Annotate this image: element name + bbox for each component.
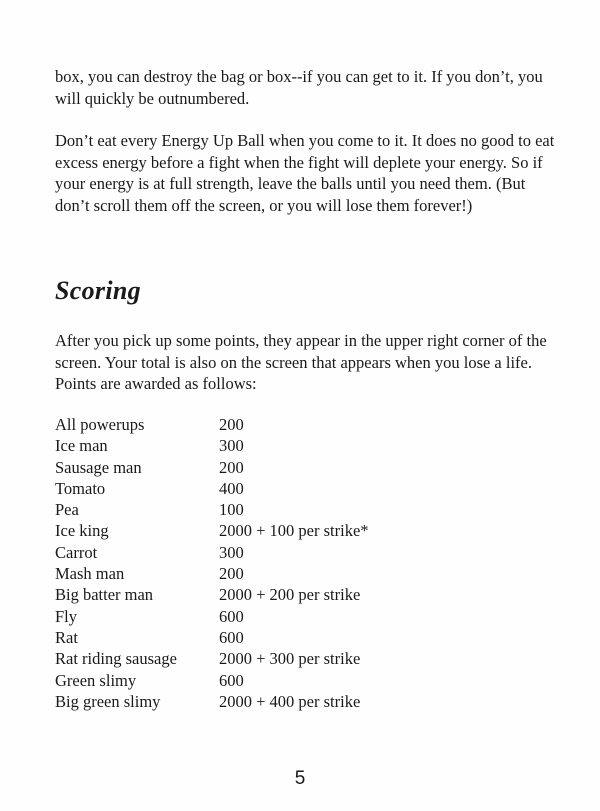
score-row: [55, 499, 369, 520]
score-item: Sausage man: [55, 457, 142, 477]
score-item: Mash man: [55, 564, 125, 584]
score-points: 2000 + 200 per strike: [219, 585, 361, 605]
score-row: [55, 584, 369, 605]
score-points: 300: [219, 436, 244, 456]
score-row: [55, 478, 369, 499]
score-item: Rat riding sausage: [55, 649, 177, 669]
score-row: [55, 520, 369, 541]
score-points: 2000 + 100 per strike*: [219, 521, 369, 541]
score-points: 200: [219, 415, 244, 434]
score-item: Big green slimy: [55, 691, 161, 711]
score-item: All powerups: [55, 415, 145, 434]
score-row: [55, 627, 369, 648]
score-points: 400: [219, 478, 244, 498]
page-number: 5: [294, 768, 306, 789]
score-points: 300: [219, 542, 244, 562]
score-row: [55, 542, 369, 563]
continuation-paragraph: box, you can destroy the bag or box--if you can get to it. If you don’t, you will quickly be outnumbered.: [55, 67, 543, 108]
score-item: Rat: [55, 627, 78, 647]
score-row: [55, 435, 369, 456]
score-points: 2000 + 300 per strike: [219, 649, 361, 669]
score-row: [55, 648, 369, 669]
section-heading: Scoring: [55, 276, 141, 305]
scoring-intro-paragraph: After you pick up some points, they appear in the upper right corner of the screen. Your total is also on the screen that appears when you lose a life. Points are awarded as follows:: [55, 331, 547, 393]
score-row: [55, 691, 369, 712]
score-points: 600: [219, 627, 244, 647]
score-row: [55, 670, 369, 691]
score-item: Tomato: [55, 478, 106, 498]
score-item: Pea: [55, 500, 79, 520]
score-points: 600: [219, 606, 244, 626]
score-points: 600: [219, 670, 244, 690]
score-item: Fly: [55, 606, 78, 626]
score-row: [55, 606, 369, 627]
score-item: Ice man: [55, 436, 108, 456]
score-points: 200: [219, 457, 244, 477]
score-table: [55, 414, 369, 712]
score-points: 200: [219, 564, 244, 584]
score-row: [55, 414, 369, 435]
score-item: Carrot: [55, 542, 98, 562]
score-item: Ice king: [55, 521, 109, 541]
score-points: 100: [219, 500, 244, 520]
score-item: Green slimy: [55, 670, 137, 690]
score-points: 2000 + 400 per strike: [219, 691, 361, 711]
energy-tip-paragraph: Don’t eat every Energy Up Ball when you come to it. It does no good to eat excess energy before a fight when the fight will deplete your energy. So if your energy is at full strength, leave the balls until you need them. (But don’t scroll them off the screen, or you will lose them forever!): [55, 131, 555, 215]
score-item: Big batter man: [55, 585, 154, 605]
score-row: [55, 457, 369, 478]
score-row: [55, 563, 369, 584]
